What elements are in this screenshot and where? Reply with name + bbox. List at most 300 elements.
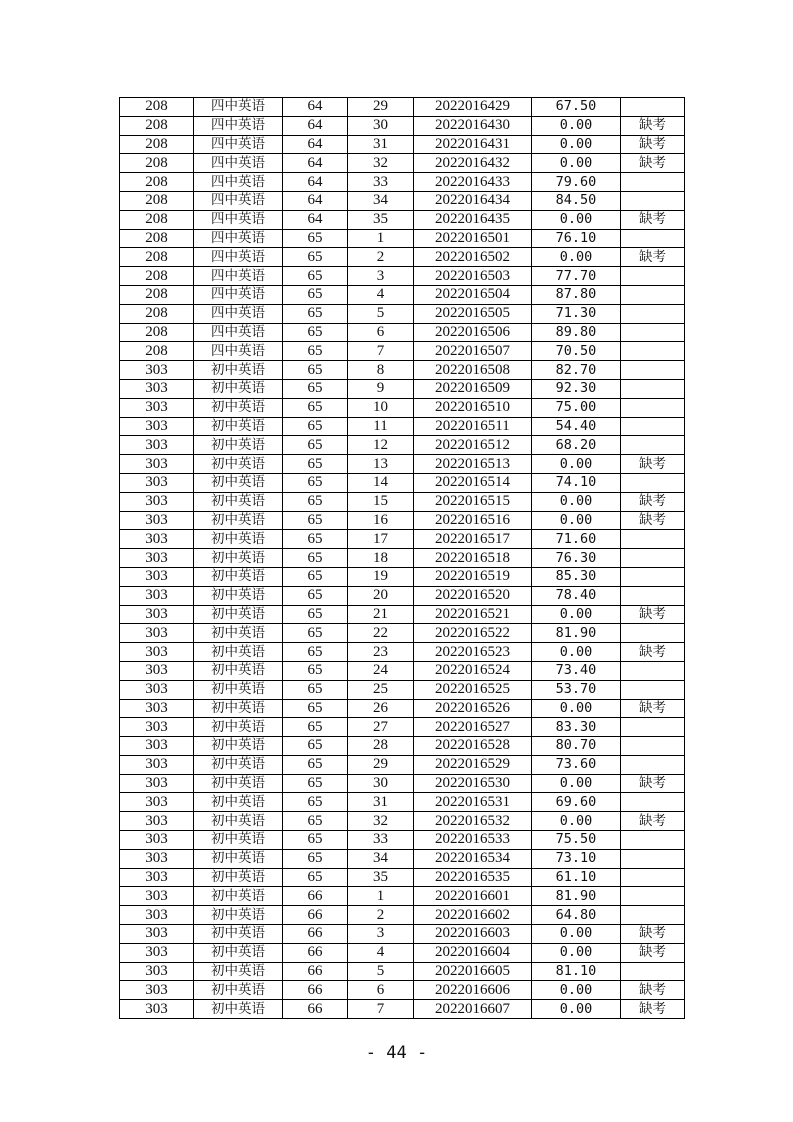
subject-code-cell: 303 [120, 624, 194, 643]
seat-cell: 35 [348, 868, 414, 887]
seat-cell: 35 [348, 210, 414, 229]
exam-id-cell: 2022016514 [414, 473, 532, 492]
exam-id-cell: 2022016520 [414, 586, 532, 605]
seat-cell: 30 [348, 774, 414, 793]
room-cell: 66 [283, 887, 348, 906]
seat-cell: 29 [348, 98, 414, 117]
subject-name-cell: 初中英语 [194, 605, 283, 624]
exam-id-cell: 2022016602 [414, 906, 532, 925]
score-table [119, 97, 685, 1019]
seat-cell: 20 [348, 586, 414, 605]
score-cell: 81.10 [532, 962, 621, 981]
remark-cell: 缺考 [621, 981, 685, 1000]
exam-id-cell: 2022016430 [414, 116, 532, 135]
subject-name-cell: 四中英语 [194, 285, 283, 304]
subject-name-cell: 初中英语 [194, 643, 283, 662]
score-cell: 67.50 [532, 98, 621, 117]
subject-name-cell: 四中英语 [194, 248, 283, 267]
remark-cell [621, 962, 685, 981]
exam-id-cell: 2022016508 [414, 361, 532, 380]
exam-id-cell: 2022016513 [414, 455, 532, 474]
remark-cell [621, 661, 685, 680]
subject-name-cell: 初中英语 [194, 1000, 283, 1019]
seat-cell: 7 [348, 1000, 414, 1019]
subject-code-cell: 303 [120, 849, 194, 868]
room-cell: 65 [283, 492, 348, 511]
room-cell: 65 [283, 812, 348, 831]
remark-cell [621, 436, 685, 455]
score-cell: 0.00 [532, 154, 621, 173]
seat-cell: 21 [348, 605, 414, 624]
subject-name-cell: 初中英语 [194, 699, 283, 718]
subject-code-cell: 303 [120, 530, 194, 549]
table-row [120, 567, 685, 586]
subject-code-cell: 303 [120, 492, 194, 511]
table-row [120, 379, 685, 398]
room-cell: 65 [283, 831, 348, 850]
subject-code-cell: 303 [120, 831, 194, 850]
table-row [120, 304, 685, 323]
score-cell: 0.00 [532, 455, 621, 474]
seat-cell: 2 [348, 248, 414, 267]
subject-name-cell: 四中英语 [194, 304, 283, 323]
exam-id-cell: 2022016603 [414, 925, 532, 944]
room-cell: 65 [283, 868, 348, 887]
exam-id-cell: 2022016511 [414, 417, 532, 436]
room-cell: 65 [283, 398, 348, 417]
room-cell: 64 [283, 116, 348, 135]
subject-name-cell: 初中英语 [194, 417, 283, 436]
room-cell: 65 [283, 661, 348, 680]
seat-cell: 7 [348, 342, 414, 361]
seat-cell: 4 [348, 943, 414, 962]
remark-cell [621, 173, 685, 192]
room-cell: 64 [283, 135, 348, 154]
room-cell: 65 [283, 793, 348, 812]
subject-code-cell: 208 [120, 285, 194, 304]
subject-code-cell: 208 [120, 154, 194, 173]
remark-cell [621, 887, 685, 906]
remark-cell: 缺考 [621, 643, 685, 662]
remark-cell: 缺考 [621, 774, 685, 793]
exam-id-cell: 2022016531 [414, 793, 532, 812]
table-row [120, 849, 685, 868]
seat-cell: 6 [348, 981, 414, 1000]
score-cell: 77.70 [532, 267, 621, 286]
subject-code-cell: 303 [120, 605, 194, 624]
subject-name-cell: 四中英语 [194, 210, 283, 229]
subject-name-cell: 初中英语 [194, 887, 283, 906]
subject-code-cell: 303 [120, 361, 194, 380]
exam-id-cell: 2022016516 [414, 511, 532, 530]
room-cell: 66 [283, 943, 348, 962]
remark-cell: 缺考 [621, 925, 685, 944]
exam-id-cell: 2022016433 [414, 173, 532, 192]
remark-cell: 缺考 [621, 943, 685, 962]
subject-code-cell: 303 [120, 1000, 194, 1019]
subject-code-cell: 303 [120, 737, 194, 756]
room-cell: 65 [283, 699, 348, 718]
table-row [120, 154, 685, 173]
table-row [120, 605, 685, 624]
exam-id-cell: 2022016526 [414, 699, 532, 718]
seat-cell: 33 [348, 831, 414, 850]
table-row [120, 774, 685, 793]
room-cell: 66 [283, 981, 348, 1000]
subject-code-cell: 208 [120, 98, 194, 117]
remark-cell: 缺考 [621, 605, 685, 624]
subject-code-cell: 303 [120, 943, 194, 962]
subject-code-cell: 303 [120, 511, 194, 530]
seat-cell: 31 [348, 793, 414, 812]
remark-cell [621, 831, 685, 850]
subject-code-cell: 303 [120, 567, 194, 586]
score-cell: 85.30 [532, 567, 621, 586]
room-cell: 66 [283, 1000, 348, 1019]
remark-cell [621, 849, 685, 868]
room-cell: 66 [283, 925, 348, 944]
score-cell: 73.10 [532, 849, 621, 868]
table-row [120, 868, 685, 887]
exam-id-cell: 2022016533 [414, 831, 532, 850]
subject-name-cell: 四中英语 [194, 191, 283, 210]
subject-name-cell: 四中英语 [194, 173, 283, 192]
subject-code-cell: 303 [120, 398, 194, 417]
room-cell: 65 [283, 473, 348, 492]
exam-id-cell: 2022016434 [414, 191, 532, 210]
seat-cell: 2 [348, 906, 414, 925]
score-cell: 76.10 [532, 229, 621, 248]
remark-cell [621, 304, 685, 323]
table-body [120, 98, 685, 1019]
seat-cell: 34 [348, 191, 414, 210]
subject-name-cell: 四中英语 [194, 98, 283, 117]
table-row [120, 643, 685, 662]
exam-id-cell: 2022016529 [414, 755, 532, 774]
room-cell: 64 [283, 154, 348, 173]
seat-cell: 32 [348, 812, 414, 831]
subject-name-cell: 初中英语 [194, 906, 283, 925]
exam-id-cell: 2022016601 [414, 887, 532, 906]
subject-name-cell: 初中英语 [194, 868, 283, 887]
table-row [120, 549, 685, 568]
subject-name-cell: 初中英语 [194, 398, 283, 417]
exam-id-cell: 2022016522 [414, 624, 532, 643]
exam-id-cell: 2022016503 [414, 267, 532, 286]
page-number: - 44 - [365, 1043, 428, 1063]
subject-code-cell: 303 [120, 981, 194, 1000]
subject-name-cell: 初中英语 [194, 567, 283, 586]
score-cell: 74.10 [532, 473, 621, 492]
seat-cell: 22 [348, 624, 414, 643]
table-row [120, 98, 685, 117]
subject-code-cell: 208 [120, 229, 194, 248]
remark-cell: 缺考 [621, 511, 685, 530]
score-cell: 0.00 [532, 248, 621, 267]
remark-cell [621, 567, 685, 586]
score-cell: 92.30 [532, 379, 621, 398]
subject-code-cell: 303 [120, 868, 194, 887]
exam-id-cell: 2022016527 [414, 718, 532, 737]
subject-name-cell: 四中英语 [194, 116, 283, 135]
room-cell: 65 [283, 417, 348, 436]
exam-id-cell: 2022016606 [414, 981, 532, 1000]
seat-cell: 26 [348, 699, 414, 718]
table-row [120, 323, 685, 342]
remark-cell: 缺考 [621, 210, 685, 229]
table-row [120, 755, 685, 774]
room-cell: 65 [283, 455, 348, 474]
remark-cell [621, 530, 685, 549]
subject-name-cell: 初中英语 [194, 455, 283, 474]
score-cell: 0.00 [532, 210, 621, 229]
exam-id-cell: 2022016604 [414, 943, 532, 962]
room-cell: 65 [283, 549, 348, 568]
exam-id-cell: 2022016509 [414, 379, 532, 398]
room-cell: 66 [283, 962, 348, 981]
remark-cell [621, 361, 685, 380]
remark-cell: 缺考 [621, 154, 685, 173]
remark-cell [621, 737, 685, 756]
seat-cell: 27 [348, 718, 414, 737]
subject-code-cell: 208 [120, 173, 194, 192]
score-cell: 84.50 [532, 191, 621, 210]
seat-cell: 10 [348, 398, 414, 417]
subject-code-cell: 303 [120, 793, 194, 812]
exam-id-cell: 2022016507 [414, 342, 532, 361]
table-row [120, 398, 685, 417]
seat-cell: 11 [348, 417, 414, 436]
room-cell: 65 [283, 718, 348, 737]
room-cell: 65 [283, 285, 348, 304]
seat-cell: 12 [348, 436, 414, 455]
subject-name-cell: 四中英语 [194, 267, 283, 286]
subject-code-cell: 208 [120, 116, 194, 135]
subject-name-cell: 四中英语 [194, 154, 283, 173]
score-cell: 75.50 [532, 831, 621, 850]
subject-code-cell: 208 [120, 248, 194, 267]
seat-cell: 23 [348, 643, 414, 662]
room-cell: 65 [283, 379, 348, 398]
table-row [120, 680, 685, 699]
seat-cell: 28 [348, 737, 414, 756]
score-cell: 89.80 [532, 323, 621, 342]
score-cell: 71.60 [532, 530, 621, 549]
subject-name-cell: 初中英语 [194, 962, 283, 981]
remark-cell [621, 267, 685, 286]
room-cell: 65 [283, 361, 348, 380]
remark-cell: 缺考 [621, 699, 685, 718]
room-cell: 65 [283, 849, 348, 868]
seat-cell: 25 [348, 680, 414, 699]
subject-name-cell: 初中英语 [194, 718, 283, 737]
seat-cell: 19 [348, 567, 414, 586]
remark-cell: 缺考 [621, 135, 685, 154]
exam-id-cell: 2022016524 [414, 661, 532, 680]
room-cell: 64 [283, 191, 348, 210]
exam-id-cell: 2022016534 [414, 849, 532, 868]
remark-cell [621, 379, 685, 398]
remark-cell [621, 549, 685, 568]
subject-code-cell: 303 [120, 774, 194, 793]
subject-code-cell: 208 [120, 210, 194, 229]
score-cell: 0.00 [532, 774, 621, 793]
subject-code-cell: 303 [120, 925, 194, 944]
score-cell: 53.70 [532, 680, 621, 699]
subject-code-cell: 303 [120, 379, 194, 398]
score-cell: 70.50 [532, 342, 621, 361]
subject-code-cell: 303 [120, 455, 194, 474]
seat-cell: 13 [348, 455, 414, 474]
table-row [120, 831, 685, 850]
subject-code-cell: 208 [120, 342, 194, 361]
subject-name-cell: 初中英语 [194, 981, 283, 1000]
subject-name-cell: 初中英语 [194, 661, 283, 680]
score-cell: 73.40 [532, 661, 621, 680]
table-row [120, 943, 685, 962]
subject-code-cell: 303 [120, 755, 194, 774]
score-cell: 0.00 [532, 135, 621, 154]
table-row [120, 530, 685, 549]
score-cell: 0.00 [532, 925, 621, 944]
table-row [120, 887, 685, 906]
subject-name-cell: 初中英语 [194, 925, 283, 944]
room-cell: 65 [283, 267, 348, 286]
room-cell: 64 [283, 98, 348, 117]
subject-code-cell: 303 [120, 436, 194, 455]
room-cell: 65 [283, 737, 348, 756]
subject-name-cell: 四中英语 [194, 229, 283, 248]
remark-cell [621, 191, 685, 210]
subject-code-cell: 303 [120, 549, 194, 568]
score-cell: 0.00 [532, 943, 621, 962]
table-row [120, 135, 685, 154]
subject-name-cell: 初中英语 [194, 436, 283, 455]
score-cell: 0.00 [532, 643, 621, 662]
score-cell: 83.30 [532, 718, 621, 737]
subject-name-cell: 初中英语 [194, 774, 283, 793]
subject-name-cell: 初中英语 [194, 680, 283, 699]
subject-name-cell: 初中英语 [194, 812, 283, 831]
remark-cell [621, 285, 685, 304]
seat-cell: 17 [348, 530, 414, 549]
subject-code-cell: 303 [120, 812, 194, 831]
subject-code-cell: 303 [120, 586, 194, 605]
seat-cell: 3 [348, 925, 414, 944]
room-cell: 65 [283, 586, 348, 605]
exam-id-cell: 2022016519 [414, 567, 532, 586]
table-row [120, 906, 685, 925]
exam-id-cell: 2022016605 [414, 962, 532, 981]
score-cell: 81.90 [532, 887, 621, 906]
subject-name-cell: 初中英语 [194, 849, 283, 868]
room-cell: 65 [283, 511, 348, 530]
score-cell: 61.10 [532, 868, 621, 887]
exam-id-cell: 2022016518 [414, 549, 532, 568]
subject-code-cell: 303 [120, 643, 194, 662]
seat-cell: 5 [348, 304, 414, 323]
seat-cell: 31 [348, 135, 414, 154]
score-cell: 81.90 [532, 624, 621, 643]
exam-id-cell: 2022016506 [414, 323, 532, 342]
seat-cell: 24 [348, 661, 414, 680]
exam-id-cell: 2022016607 [414, 1000, 532, 1019]
seat-cell: 34 [348, 849, 414, 868]
table-row [120, 248, 685, 267]
room-cell: 65 [283, 605, 348, 624]
room-cell: 65 [283, 229, 348, 248]
room-cell: 65 [283, 342, 348, 361]
subject-name-cell: 初中英语 [194, 492, 283, 511]
exam-id-cell: 2022016510 [414, 398, 532, 417]
table-row [120, 793, 685, 812]
table-row [120, 812, 685, 831]
exam-id-cell: 2022016429 [414, 98, 532, 117]
exam-id-cell: 2022016535 [414, 868, 532, 887]
subject-name-cell: 四中英语 [194, 135, 283, 154]
seat-cell: 18 [348, 549, 414, 568]
subject-code-cell: 208 [120, 267, 194, 286]
subject-code-cell: 303 [120, 699, 194, 718]
score-cell: 73.60 [532, 755, 621, 774]
room-cell: 66 [283, 906, 348, 925]
subject-code-cell: 208 [120, 191, 194, 210]
seat-cell: 6 [348, 323, 414, 342]
table-row [120, 173, 685, 192]
room-cell: 65 [283, 304, 348, 323]
subject-code-cell: 303 [120, 718, 194, 737]
exam-id-cell: 2022016502 [414, 248, 532, 267]
remark-cell: 缺考 [621, 1000, 685, 1019]
table-row [120, 436, 685, 455]
remark-cell [621, 98, 685, 117]
seat-cell: 32 [348, 154, 414, 173]
remark-cell: 缺考 [621, 492, 685, 511]
subject-code-cell: 303 [120, 887, 194, 906]
score-cell: 54.40 [532, 417, 621, 436]
exam-id-cell: 2022016505 [414, 304, 532, 323]
exam-id-cell: 2022016431 [414, 135, 532, 154]
room-cell: 65 [283, 624, 348, 643]
subject-code-cell: 208 [120, 304, 194, 323]
subject-name-cell: 初中英语 [194, 586, 283, 605]
exam-id-cell: 2022016521 [414, 605, 532, 624]
score-cell: 82.70 [532, 361, 621, 380]
remark-cell [621, 718, 685, 737]
table-row [120, 229, 685, 248]
score-cell: 0.00 [532, 511, 621, 530]
table-row [120, 624, 685, 643]
table-row [120, 962, 685, 981]
seat-cell: 3 [348, 267, 414, 286]
remark-cell [621, 868, 685, 887]
table-row [120, 455, 685, 474]
subject-name-cell: 四中英语 [194, 323, 283, 342]
score-cell: 80.70 [532, 737, 621, 756]
remark-cell [621, 229, 685, 248]
subject-code-cell: 303 [120, 962, 194, 981]
exam-id-cell: 2022016532 [414, 812, 532, 831]
subject-name-cell: 初中英语 [194, 549, 283, 568]
subject-name-cell: 初中英语 [194, 831, 283, 850]
seat-cell: 15 [348, 492, 414, 511]
table-row [120, 267, 685, 286]
table-row [120, 1000, 685, 1019]
score-cell: 78.40 [532, 586, 621, 605]
exam-id-cell: 2022016528 [414, 737, 532, 756]
score-cell: 71.30 [532, 304, 621, 323]
score-cell: 79.60 [532, 173, 621, 192]
